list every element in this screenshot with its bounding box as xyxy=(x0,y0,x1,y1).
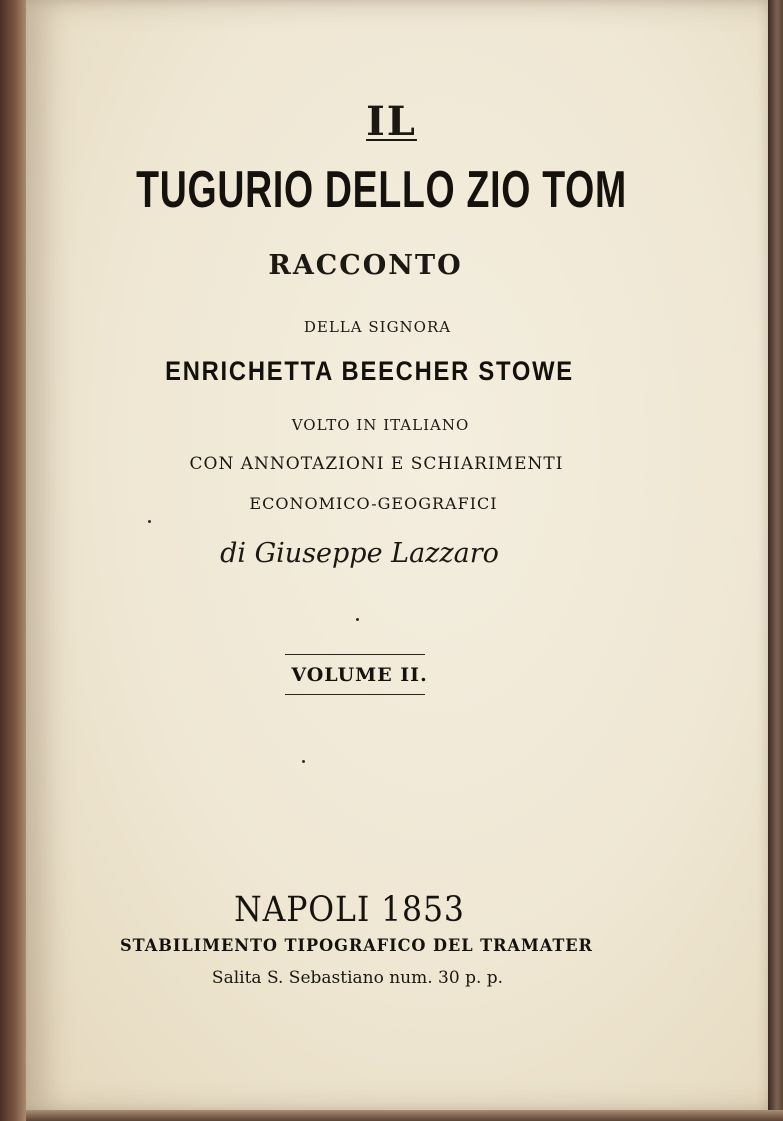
ink-speck xyxy=(148,520,151,523)
page-edge-right xyxy=(768,0,783,1121)
volume-label: VOLUME II. xyxy=(291,664,428,686)
printer-name: STABILIMENTO TIPOGRAFICO DEL TRAMATER xyxy=(120,936,593,956)
volume-rule-bottom xyxy=(285,694,425,695)
page-edge-bottom xyxy=(26,1110,783,1121)
translator-name: di Giuseppe Lazzaro xyxy=(220,538,499,569)
annotations-line-1: CON ANNOTAZIONI E SCHIARIMENTI xyxy=(189,454,564,474)
author-name: ENRICHETTA BEECHER STOWE xyxy=(165,356,574,386)
genre-label: RACCONTO xyxy=(268,250,463,281)
volume-rule-top xyxy=(285,654,425,655)
annotations-line-2: ECONOMICO-GEOGRAFICI xyxy=(249,494,498,513)
title-article: IL xyxy=(366,98,417,145)
book-title: TUGURIO DELLO ZIO TOM xyxy=(136,161,627,219)
printer-address: Salita S. Sebastiano num. 30 p. p. xyxy=(211,968,504,988)
translation-note: VOLTO IN ITALIANO xyxy=(291,416,470,434)
ink-speck xyxy=(356,618,359,621)
place-year: NAPOLI 1853 xyxy=(234,890,465,930)
author-intro: DELLA SIGNORA xyxy=(303,318,452,336)
ink-speck xyxy=(302,760,305,763)
